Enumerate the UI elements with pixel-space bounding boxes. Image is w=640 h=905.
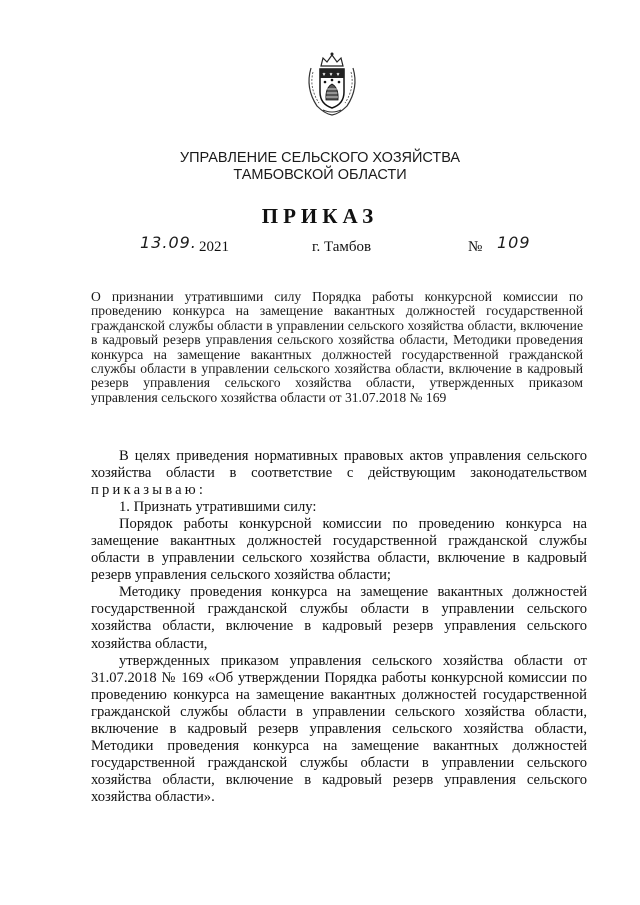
procedure-paragraph: Порядок работы конкурсной комиссии по проведению конкурса на замещение вакантных должностей государственной гражданской службы области в управлении сельского хозяйства области, включение в кадровый резерв управления сельского хозяйства области; bbox=[91, 516, 587, 584]
organization-name-line2: ТАМБОВСКОЙ ОБЛАСТИ bbox=[233, 167, 407, 183]
preamble-text: В целях приведения нормативных правовых актов управления сельского хозяйства области в соответствие с действующим законодательством bbox=[91, 448, 587, 482]
handwritten-order-number: 109 bbox=[497, 233, 531, 252]
order-year: 2021 bbox=[199, 239, 229, 255]
item-1-paragraph: 1. Признать утратившими силу: bbox=[119, 499, 317, 516]
methodology-paragraph: Методику проведения конкурса на замещение вакантных должностей государственной гражданской службы области в управлении сельского хозяйства области, включение в кадровый резерв управления сельского хозяйства области, bbox=[91, 584, 587, 652]
order-body bbox=[91, 448, 587, 806]
organization-name-line1: УПРАВЛЕНИЕ СЕЛЬСКОГО ХОЗЯЙСТВА bbox=[179, 150, 461, 166]
order-subject: О признании утратившими силу Порядка работы конкурсной комиссии по проведению конкурса на замещение вакантных должностей государственной гражданской службы области в управлении сельского хозяйства области, включение в кадровый резерв управления сельского хозяйства области, Методики проведения конкурса на замещение вакантных должностей государственной гражданской службы области в управлении сельского хозяйства области, включение в кадровый резерв управления сельского хозяйства области, утвержденных приказом управления сельского хозяйства области от 31.07.2018 № 169 bbox=[91, 289, 583, 405]
order-word: приказываю: bbox=[91, 482, 207, 499]
preamble-paragraph bbox=[91, 448, 587, 499]
number-sign: № bbox=[468, 239, 483, 255]
coat-of-arms-emblem bbox=[301, 48, 363, 118]
handwritten-date: 13.09. bbox=[140, 233, 197, 252]
approved-by-paragraph: утвержденных приказом управления сельского хозяйства области от 31.07.2018 № 169 «Об утверждении Порядка работы конкурсной комиссии по проведению конкурса на замещение вакантных должностей государственной гражданской службы области в управлении сельского хозяйства области, включение в кадровый резерв управления сельского хозяйства области, Методики проведения конкурса на замещение вакантных должностей государственной гражданской службы области в управлении сельского хозяйства области, включение в кадровый резерв управления сельского хозяйства области». bbox=[91, 652, 587, 805]
order-city: г. Тамбов bbox=[312, 239, 372, 255]
order-title: ПРИКАЗ bbox=[261, 204, 379, 228]
